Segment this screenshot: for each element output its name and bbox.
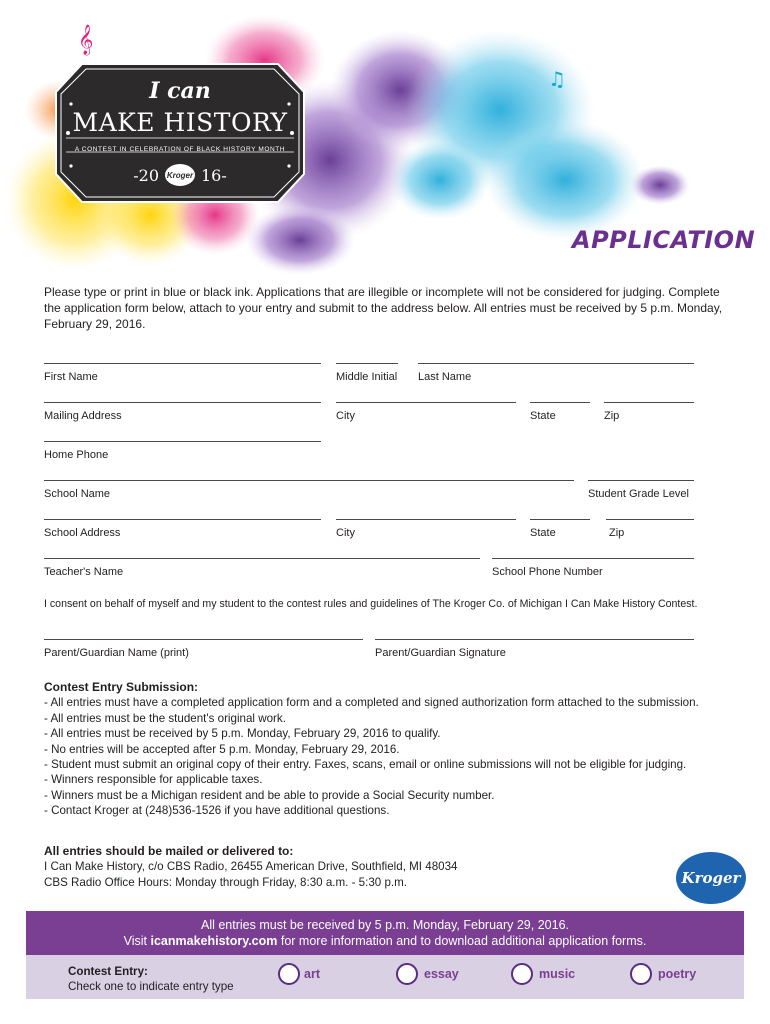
first-name-label: First Name <box>44 371 98 383</box>
teacher-name-label: Teacher's Name <box>44 566 124 578</box>
radio-circle-icon[interactable] <box>278 963 300 985</box>
music-note-icon: 𝄞 <box>78 25 94 55</box>
mailing-address-field[interactable] <box>44 402 321 422</box>
contest-rules <box>44 680 734 819</box>
school-zip-field[interactable] <box>606 519 694 539</box>
instructions: Please type or print in blue or black ink. Applications that are illegible or incomplete will not be considered for judging. Complete the application form below, attach to your entry and submit to the address below. All entries must be received by 5 p.m. Monday, February 29, 2016. <box>44 285 723 331</box>
rule-item: - Winners must be a Michigan resident and be able to provide a Social Security number. <box>44 788 495 802</box>
entry-option-music[interactable] <box>511 963 575 985</box>
rule-item: - Contact Kroger at (248)536-1526 if you have additional questions. <box>44 804 390 818</box>
kroger-badge-logo: Kroger <box>165 164 195 186</box>
banner-deadline: All entries must be received by 5 p.m. Monday, February 29, 2016. <box>200 918 569 932</box>
guardian-signature-field[interactable] <box>375 639 694 659</box>
entry-type-text <box>68 964 234 994</box>
zip-field[interactable] <box>604 402 694 422</box>
entry-option-label: art <box>304 967 320 981</box>
state-label: State <box>530 410 556 422</box>
mailing-info <box>44 844 458 890</box>
entry-option-label: music <box>539 967 576 981</box>
badge-year-right: 16- <box>201 165 227 185</box>
rule-item: - Winners responsible for applicable taxes. <box>44 773 263 787</box>
school-name-field[interactable] <box>44 480 574 500</box>
school-phone-field[interactable] <box>492 558 694 578</box>
grade-level-field[interactable] <box>588 480 694 500</box>
city-label: City <box>336 410 355 422</box>
school-zip-label: Zip <box>609 527 625 539</box>
badge-title: MAKE HISTORY <box>72 108 288 137</box>
middle-initial-field[interactable] <box>336 363 398 383</box>
music-note-icon-2: ♫ <box>548 67 566 91</box>
radio-circle-icon[interactable] <box>630 963 652 985</box>
entry-option-poetry[interactable] <box>630 963 696 985</box>
banner-visit-line <box>26 933 744 949</box>
radio-circle-icon[interactable] <box>511 963 533 985</box>
rule-item: - No entries will be accepted after 5 p.m. Monday, February 29, 2016. <box>44 742 400 756</box>
zip-label: Zip <box>604 410 620 422</box>
entry-type-instruction: Check one to indicate entry type <box>68 980 234 993</box>
consent-statement: I consent on behalf of myself and my student to the contest rules and guidelines of The Kroger Co. of Michigan I Can Make History Contest. <box>44 598 698 610</box>
middle-initial-label: Middle Initial <box>336 371 398 383</box>
mailing-address: I Can Make History, c/o CBS Radio, 26455 American Drive, Southfield, MI 48034 <box>44 860 458 874</box>
school-address-label: School Address <box>44 527 121 539</box>
school-name-label: School Name <box>44 488 111 500</box>
last-name-field[interactable] <box>418 363 694 383</box>
first-name-field[interactable] <box>44 363 321 383</box>
badge-i-can: I can <box>149 78 211 104</box>
grade-level-label: Student Grade Level <box>588 488 689 500</box>
rule-item: - All entries must be received by 5 p.m. Monday, February 29, 2016 to qualify. <box>44 727 441 741</box>
entry-option-essay[interactable] <box>396 963 459 985</box>
rule-item: - All entries must be the student's original work. <box>44 711 286 725</box>
school-city-label: City <box>336 527 355 539</box>
mailing-address-label: Mailing Address <box>44 410 122 422</box>
rule-item: - Student must submit an original copy of their entry. Faxes, scans, email or online submissions will not be eligible for judging. <box>44 758 687 772</box>
badge-year <box>54 164 306 186</box>
guardian-signature-label: Parent/Guardian Signature <box>375 647 506 659</box>
badge-subtitle: A CONTEST IN CELEBRATION OF BLACK HISTORY MONTH <box>74 146 286 153</box>
school-state-label: State <box>530 527 556 539</box>
rules-heading: Contest Entry Submission: <box>44 680 199 694</box>
last-name-label: Last Name <box>418 371 472 383</box>
school-address-field[interactable] <box>44 519 321 539</box>
badge-year-left: -20 <box>133 165 159 185</box>
banner-visit-rest: for more information and to download additional application forms. <box>280 934 647 948</box>
city-field[interactable] <box>336 402 516 422</box>
home-phone-label: Home Phone <box>44 449 109 461</box>
radio-circle-icon[interactable] <box>396 963 418 985</box>
mailing-heading: All entries should be mailed or delivered to: <box>44 844 294 858</box>
entry-type-heading: Contest Entry: <box>68 965 148 978</box>
banner-visit: Visit <box>123 934 147 948</box>
kroger-logo: Kroger <box>676 852 746 904</box>
rule-item: - All entries must have a completed application form and a completed and signed authorization form attached to the submission. <box>44 696 699 710</box>
page-title: APPLICATION <box>572 226 756 254</box>
home-phone-field[interactable] <box>44 441 321 461</box>
entry-option-art[interactable] <box>278 963 320 985</box>
school-city-field[interactable] <box>336 519 516 539</box>
school-phone-label: School Phone Number <box>492 566 603 578</box>
website-link[interactable]: icanmakehistory.com <box>150 934 278 948</box>
teacher-name-field[interactable] <box>44 558 480 578</box>
school-state-field[interactable] <box>530 519 590 539</box>
entry-type-section <box>26 955 744 999</box>
entry-option-label: essay <box>424 967 459 981</box>
office-hours: CBS Radio Office Hours: Monday through Friday, 8:30 a.m. - 5:30 p.m. <box>44 875 408 889</box>
guardian-name-field[interactable] <box>44 639 363 659</box>
contest-badge <box>54 62 306 204</box>
deadline-banner <box>26 911 744 955</box>
entry-option-label: poetry <box>658 967 697 981</box>
state-field[interactable] <box>530 402 590 422</box>
guardian-name-label: Parent/Guardian Name (print) <box>44 647 189 659</box>
